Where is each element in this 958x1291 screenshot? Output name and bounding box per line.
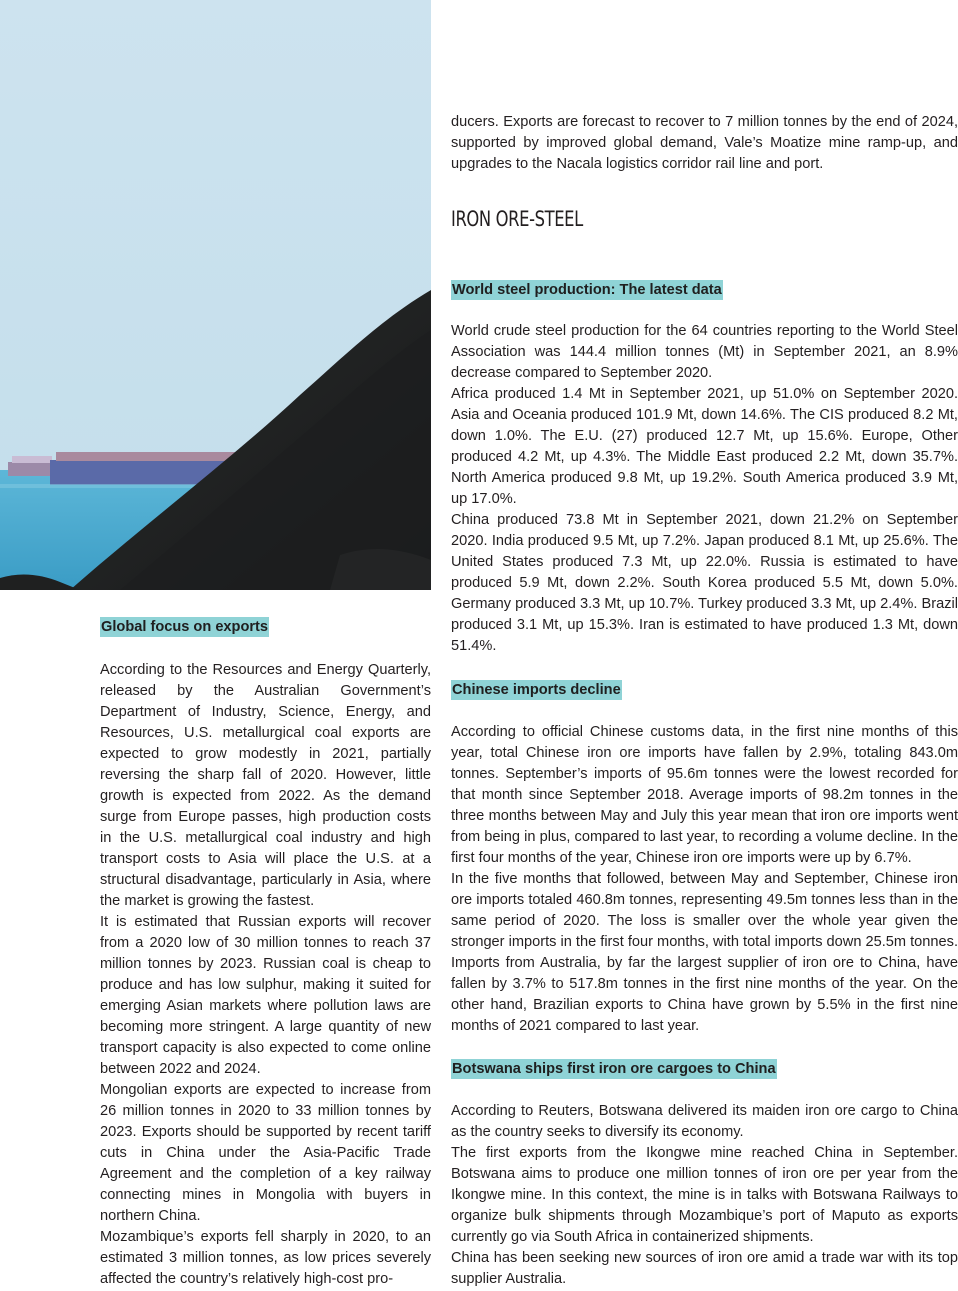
botswana-paragraph: According to Reuters, Botswana delivered its maiden iron ore cargo to China as the country seeks to diversify its economy. xyxy=(451,1103,958,1140)
section-title-block xyxy=(451,206,958,232)
steel-paragraph: World crude steel production for the 64 countries reporting to the World Steel Association was 144.4 million tonnes (Mt) in September 2021, an 8.9% decrease compared to September 2020. xyxy=(451,323,958,381)
steel-section xyxy=(451,280,958,657)
chinese-paragraph: In the five months that followed, between May and September, Chinese iron ore imports totaled 460.8m tonnes, representing 49.5m tonnes less than in the same period of 2020. The loss is smaller over the whole year given the stronger imports in the first four months, with total imports down 25.5m tonnes. Imports from Australia, by far the largest supplier of iron ore to China, have fallen by 3.7% to 517.8m tonnes in the first nine months of the year. On the other hand, Brazilian exports to China have grown by 5.5% in the first nine months of 2021 compared to last year. xyxy=(451,871,958,1034)
coal-port-photo xyxy=(0,0,431,590)
chinese-paragraph: According to official Chinese customs data, in the first nine months of this year, total Chinese iron ore imports have fallen by 2.9%, totaling 843.0m tonnes. September’s imports of 95.6m tonnes were the lowest recorded for that month since September 2018. Average imports of 98.2m tonnes in the three months between May and July this year mean that iron ore imports went from being in plus, compared to last year, to recording a volume decline. In the first four months of the year, Chinese iron ore imports were up by 6.7%. xyxy=(451,724,958,866)
chinese-heading: Chinese imports decline xyxy=(452,682,621,698)
exports-paragraph: According to the Resources and Energy Quarterly, released by the Australian Government’s Department of Industry, Science, Energy, and Resources, U.S. metallurgical coal exports are expected to grow modestly in 2021, partially reversing the sharp fall of 2020. However, little growth is expected from 2022. As the demand surge from Europe passes, high production costs in the U.S. metallurgical coal industry and high transport costs to Asia will place the U.S. at a structural disadvantage, particularly in Asia, where the market is growing the fastest. xyxy=(100,662,431,909)
exports-paragraph: Mozambique’s exports fell sharply in 2020, to an estimated 3 million tonnes, as low prices severely affected the country’s relatively high-cost pro- xyxy=(100,1229,431,1287)
intro-text: ducers. Exports are forecast to recover to 7 million tonnes by the end of 2024, supported by improved global demand, Vale’s Moatize mine ramp-up, and upgrades to the Nacala logistics corridor rail line and port. xyxy=(451,114,958,172)
exports-paragraph: Mongolian exports are expected to increase from 26 million tonnes in 2020 to 33 million tonnes by 2023. Exports should be supported by recent tariff cuts in China under the Asia-Pacific Trade Agreement and the completion of a key railway connecting mines in Mongolia with buyers in northern China. xyxy=(100,1082,431,1224)
steel-paragraph: Africa produced 1.4 Mt in September 2021, up 51.0% on September 2020. Asia and Oceania produced 101.9 Mt, down 14.6%. The CIS produced 8.2 Mt, down 1.0%. The E.U. (27) produced 12.7 Mt, up 15.6%. Europe, Other produced 4.2 Mt, up 4.3%. The Middle East produced 2.2 Mt, down 35.7%. North America produced 9.8 Mt, up 19.2%. South America produced 3.9 Mt, up 17.0%. xyxy=(451,386,958,507)
botswana-heading: Botswana ships first iron ore cargoes to China xyxy=(452,1061,776,1077)
exports-heading: Global focus on exports xyxy=(101,619,269,635)
botswana-paragraph: China has been seeking new sources of iron ore amid a trade war with its top supplier Australia. xyxy=(451,1250,958,1287)
chinese-section xyxy=(451,680,958,1037)
section-title: IRON ORE-STEEL xyxy=(451,207,583,231)
exports-section xyxy=(100,617,431,1290)
botswana-section xyxy=(451,1059,958,1290)
botswana-paragraph: The first exports from the Ikongwe mine reached China in September. Botswana aims to produce one million tonnes of iron ore per year from the Ikongwe mine. In this context, the mine is in talks with Botswana Railways to organize bulk shipments through Mozambique’s port of Maputo as exports currently go via South Africa in containerized shipments. xyxy=(451,1145,958,1245)
ship-left xyxy=(8,456,54,476)
steel-paragraph: China produced 73.8 Mt in September 2021, down 21.2% on September 2020. India produced 9.5 Mt, up 7.2%. Japan produced 8.1 Mt, up 25.6%. The United States produced 7.3 Mt, up 22.0%. Russia is estimated to have produced 5.9 Mt, down 2.2%. South Korea produced 5.5 Mt, down 5.0%. Germany produced 3.3 Mt, up 10.7%. Turkey produced 3.3 Mt, up 2.4%. Brazil produced 3.1 Mt, up 15.3%. Iran is estimated to have produced 1.3 Mt, down 51.4%. xyxy=(451,512,958,654)
steel-heading: World steel production: The latest data xyxy=(452,282,722,298)
exports-paragraph: It is estimated that Russian exports will recover from a 2020 low of 30 million tonnes to reach 37 million tonnes by 2023. Russian coal is cheap to produce and has low sulphur, making it suited for emerging Asian markets where pollution laws are becoming more stringent. A large quantity of new transport capacity is also expected to come online between 2022 and 2024. xyxy=(100,914,431,1077)
intro-block xyxy=(451,112,958,175)
